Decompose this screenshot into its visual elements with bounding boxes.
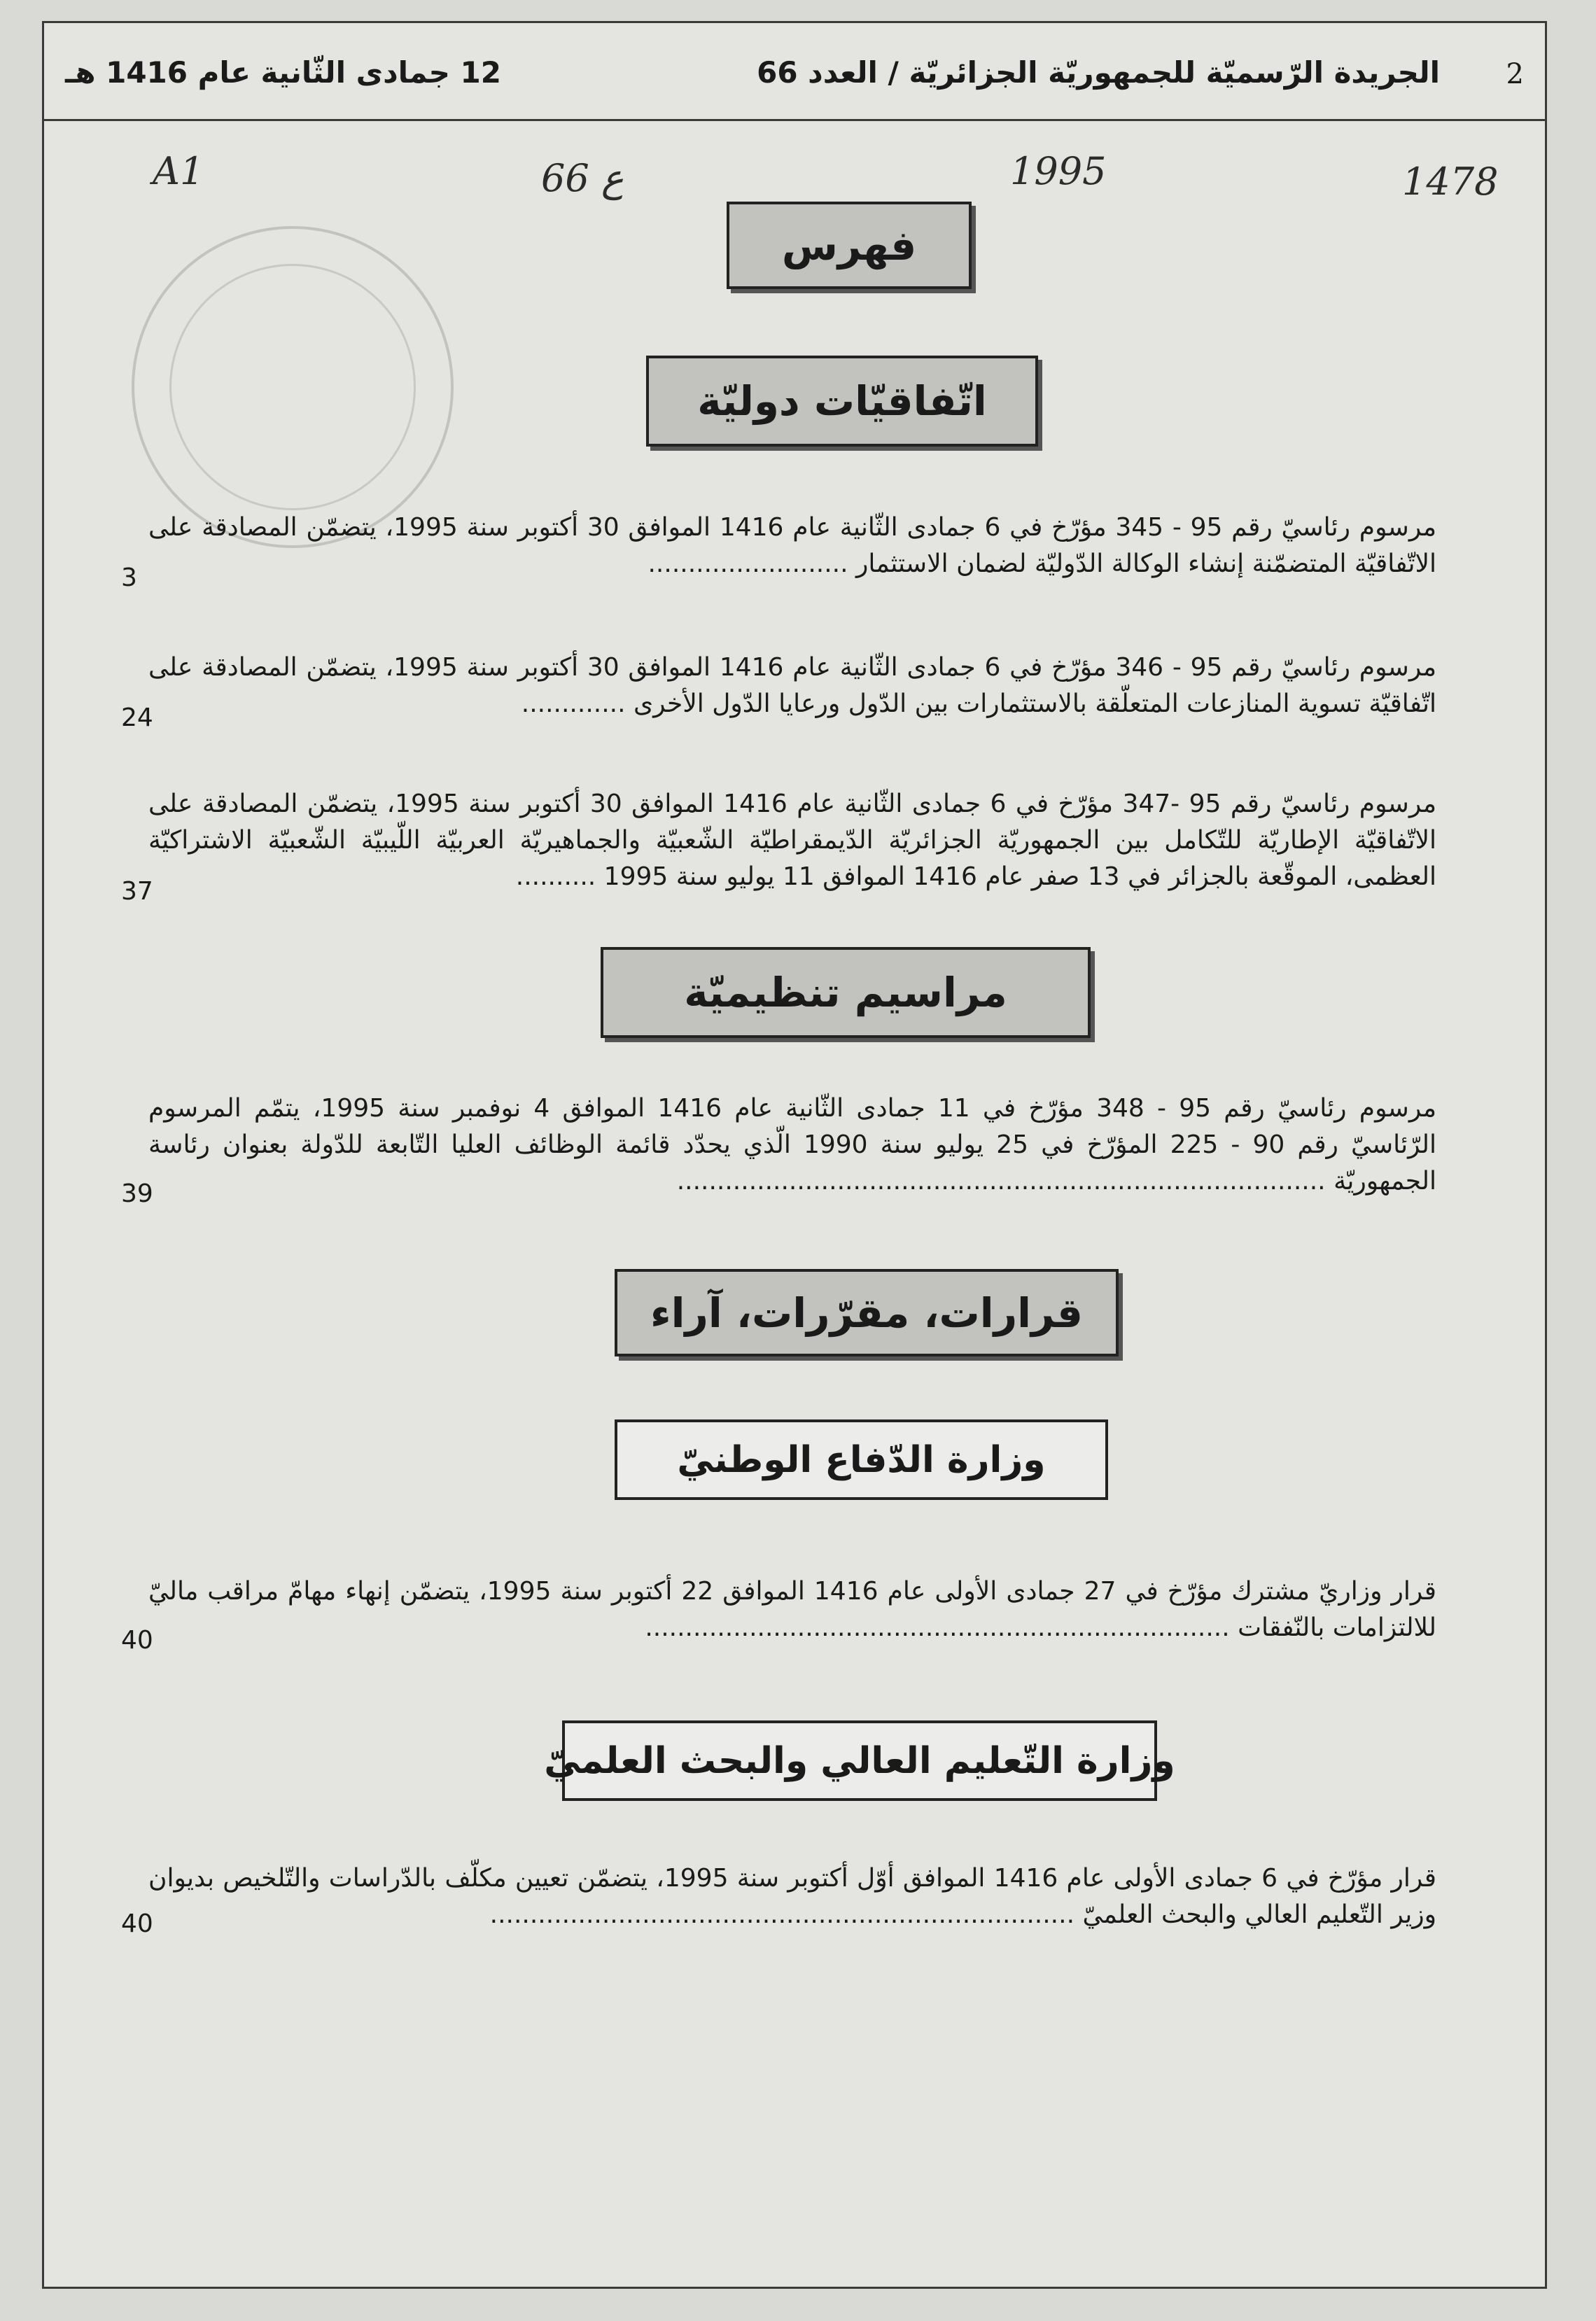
intl-agreements-heading: [646, 356, 1038, 447]
toc-entry-2: [148, 650, 1436, 722]
index-heading: [727, 202, 972, 289]
toc-entry-2-page: 24: [121, 703, 153, 732]
handwritten-note-d: 1478: [1402, 160, 1499, 204]
toc-entry-5-page: 40: [121, 1626, 153, 1655]
defense-ministry-heading: [615, 1419, 1108, 1500]
toc-entry-5-text: قرار وزاريّ مشترك مؤرّخ في 27 جمادى الأولى عام 1416 الموافق 22 أكتوبر سنة 1995، يتضمّن إنهاء مهامّ مراقب ماليّ للالتزامات بالنّفقات: [148, 1577, 1436, 1642]
handwritten-note-c: 1995: [1010, 149, 1107, 193]
page-number: 2: [1506, 58, 1524, 90]
toc-entry-6-text: قرار مؤرّخ في 6 جمادى الأولى عام 1416 الموافق أوّل أكتوبر سنة 1995، يتضمّن تعيين مكلّف بالدّراسات والتّلخيص بديوان وزير التّعليم العالي والبحث العلميّ: [148, 1864, 1436, 1929]
toc-entry-4-dots: .................................................................................: [676, 1167, 1326, 1195]
toc-entry-1-dots: .........................: [648, 549, 848, 578]
toc-entry-6-page: 40: [121, 1909, 153, 1938]
index-heading-text: فهرس: [781, 221, 917, 269]
defense-ministry-heading-text: وزارة الدّفاع الوطنيّ: [677, 1438, 1046, 1481]
regulatory-decrees-heading-text: مراسيم تنظيميّة: [684, 969, 1007, 1016]
toc-entry-3: [148, 786, 1436, 895]
toc-entry-1: [148, 510, 1436, 582]
faded-stamp: [132, 226, 454, 548]
handwritten-note-a: A1: [153, 149, 204, 193]
decisions-heading: [615, 1269, 1119, 1356]
decisions-heading-text: قرارات، مقرّرات، آراء: [650, 1289, 1084, 1337]
higher-ed-ministry-heading-text: وزارة التّعليم العالي والبحث العلميّ: [544, 1739, 1175, 1782]
faded-stamp-inner: [169, 264, 416, 510]
regulatory-decrees-heading: [601, 947, 1091, 1038]
handwritten-note-b: 66 ع: [541, 156, 624, 200]
gazette-title: الجريدة الرّسميّة للجمهوريّة الجزائريّة / العدد 66: [757, 55, 1440, 90]
toc-entry-6-dots: .........................................................................: [489, 1900, 1075, 1929]
issue-date: 12 جمادى الثّانية عام 1416 هـ: [65, 55, 501, 90]
higher-ed-ministry-heading: [544, 1720, 1175, 1801]
toc-entry-1-text: مرسوم رئاسيّ رقم 95 - 345 مؤرّخ في 6 جمادى الثّانية عام 1416 الموافق 30 أكتوبر سنة 1995، يتضمّن المصادقة على الاتّفاقيّة المتضمّنة إنشاء الوكالة الدّوليّة لضمان الاستثمار: [148, 513, 1436, 578]
toc-entry-1-page: 3: [121, 563, 137, 592]
page-header: [44, 23, 1545, 121]
toc-entry-2-dots: .............: [521, 689, 626, 718]
toc-entry-2-text: مرسوم رئاسيّ رقم 95 - 346 مؤرّخ في 6 جمادى الثّانية عام 1416 الموافق 30 أكتوبر سنة 1995، يتضمّن المصادقة على اتّفاقيّة تسوية المنازعات المتعلّقة بالاستثمارات بين الدّول ورعايا الدّول الأخرى: [148, 653, 1436, 718]
toc-entry-4: [148, 1091, 1436, 1200]
toc-entry-5-dots: .........................................................................: [645, 1613, 1230, 1642]
toc-entry-5: [148, 1573, 1436, 1646]
gazette-page: [42, 21, 1547, 2289]
intl-agreements-heading-text: اتّفاقيّات دوليّة: [697, 377, 987, 425]
toc-entry-6: [148, 1860, 1436, 1933]
toc-entry-3-dots: ..........: [515, 862, 596, 891]
toc-entry-4-text: مرسوم رئاسيّ رقم 95 - 348 مؤرّخ في 11 جمادى الثّانية عام 1416 الموافق 4 نوفمبر سنة 1995، يتمّم المرسوم الرّئاسيّ رقم 90 - 225 المؤرّخ في 25 يوليو سنة 1990 الّذي يحدّد قائمة الوظائف العليا التّابعة للدّولة بعنوان رئاسة الجمهوريّة: [148, 1094, 1436, 1195]
toc-entry-4-page: 39: [121, 1179, 153, 1208]
toc-entry-3-text: مرسوم رئاسيّ رقم 95 -347 مؤرّخ في 6 جمادى الثّانية عام 1416 الموافق 30 أكتوبر سنة 1995، يتضمّن المصادقة على الاتّفاقيّة الإطاريّة للتّكامل بين الجمهوريّة الجزائريّة الدّيمقراطيّة الشّعبيّة والجماهيريّة العربيّة اللّيبيّة الشّعبيّة الاشتراكيّة العظمى، الموقّعة بالجزائر في 13 صفر عام 1416 الموافق 11 يوليو سنة 1995: [148, 790, 1436, 891]
toc-entry-3-page: 37: [121, 877, 153, 906]
